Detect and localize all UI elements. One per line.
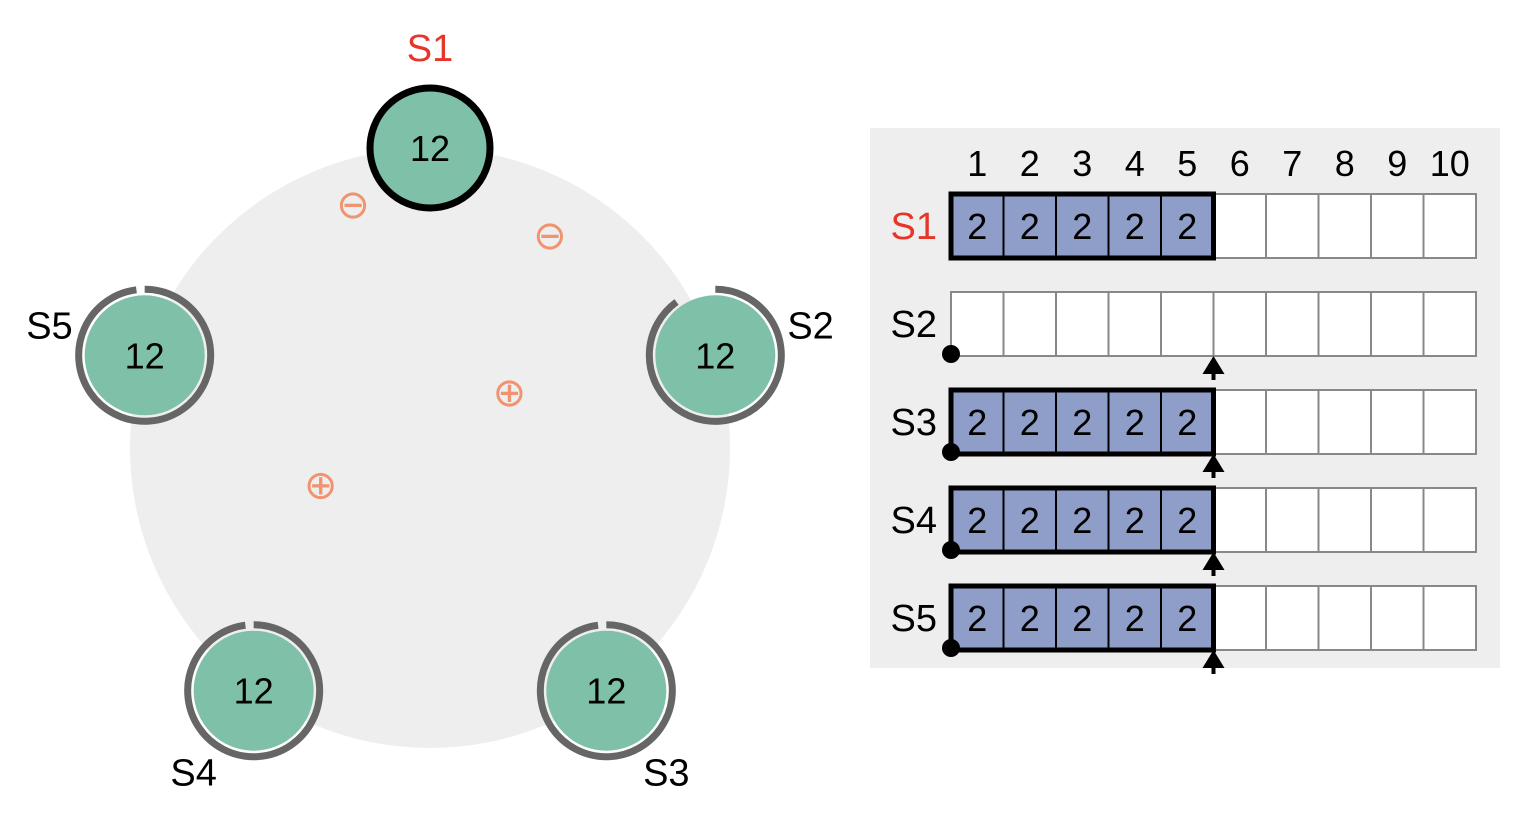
server-label: S4 [170,752,217,795]
log-entry-term: 2 [1124,206,1145,247]
log-slot [951,292,1004,356]
server-term: 12 [233,670,274,712]
log-entry-term: 2 [967,206,988,247]
log-entry-term: 2 [1019,598,1040,639]
message-response: ⊖ [533,214,567,259]
log-index-label: 6 [1229,143,1250,184]
log-entry-term: 2 [1072,598,1093,639]
log-entry-term: 2 [1124,598,1145,639]
server-node-s2[interactable] [649,289,781,421]
log-slot [1266,390,1319,454]
log-index-label: 1 [967,143,988,184]
log-row-label: S5 [890,598,937,640]
log-row-label: S4 [890,500,937,542]
message-response: ⊖ [336,182,370,227]
log-entry-term: 2 [1124,500,1145,541]
log-slot [1266,292,1319,356]
log-entry-term: 2 [1072,500,1093,541]
next-index-marker-stem [1212,370,1216,380]
log-panel [870,128,1500,674]
log-index-label: 8 [1334,143,1355,184]
log-entry-term: 2 [967,402,988,443]
log-index-label: 9 [1387,143,1408,184]
next-index-marker-stem [1212,566,1216,576]
commit-index-marker [942,345,960,363]
commit-index-marker [942,541,960,559]
log-slot [1161,292,1214,356]
server-term: 12 [124,335,165,377]
log-row-label: S1 [890,206,937,248]
log-slot [1371,488,1424,552]
commit-index-marker [942,639,960,657]
log-slot [1266,488,1319,552]
server-node-s3[interactable] [540,625,672,757]
log-entry-term: 2 [967,598,988,639]
log-slot [1214,488,1267,552]
cluster-ring-view [26,28,834,795]
log-slot [1424,292,1477,356]
log-slot [1424,390,1477,454]
server-node-s5[interactable] [79,289,211,421]
log-slot [1266,586,1319,650]
log-entry-term: 2 [1019,500,1040,541]
log-slot [1371,292,1424,356]
log-slot [1214,390,1267,454]
server-node-s1[interactable] [370,88,490,208]
log-entry-term: 2 [1124,402,1145,443]
log-slot [1214,292,1267,356]
server-label: S3 [643,752,690,795]
log-row-label: S3 [890,402,937,444]
log-index-label: 4 [1124,143,1145,184]
log-row-label: S2 [890,304,937,346]
log-slot [1424,586,1477,650]
log-slot [1319,488,1372,552]
log-index-label: 3 [1072,143,1093,184]
log-index-label: 10 [1429,143,1470,184]
log-index-label: 7 [1282,143,1303,184]
log-slot [1319,292,1372,356]
server-label: S2 [787,305,834,348]
log-slot [1319,194,1372,258]
log-slot [1056,292,1109,356]
message-append: ⊕ [492,371,527,416]
log-index-label: 5 [1177,143,1198,184]
log-entry-term: 2 [1019,402,1040,443]
next-index-marker-stem [1212,664,1216,674]
commit-index-marker [942,443,960,461]
next-index-marker-stem [1212,468,1216,478]
log-entry-term: 2 [1177,402,1198,443]
server-label: S1 [406,28,454,70]
log-entry-term: 2 [1177,598,1198,639]
log-entry-term: 2 [1072,402,1093,443]
log-slot [1109,292,1162,356]
server-term: 12 [586,670,627,712]
log-slot [1319,586,1372,650]
log-slot [1424,488,1477,552]
server-label: S5 [26,305,73,348]
server-term: 12 [409,128,451,169]
log-slot [1371,586,1424,650]
log-entry-term: 2 [1019,206,1040,247]
log-slot [1214,586,1267,650]
log-entry-term: 2 [1177,206,1198,247]
log-slot [1371,390,1424,454]
log-entry-term: 2 [1072,206,1093,247]
log-slot [1371,194,1424,258]
log-row-s1 [891,194,1476,258]
log-slot [1004,292,1057,356]
log-slot [1266,194,1319,258]
log-entry-term: 2 [1177,500,1198,541]
message-append: ⊕ [303,463,338,508]
server-node-s4[interactable] [188,625,320,757]
log-entry-term: 2 [967,500,988,541]
log-slot [1214,194,1267,258]
log-index-label: 2 [1019,143,1040,184]
server-term: 12 [695,335,736,377]
log-slot [1319,390,1372,454]
log-slot [1424,194,1477,258]
